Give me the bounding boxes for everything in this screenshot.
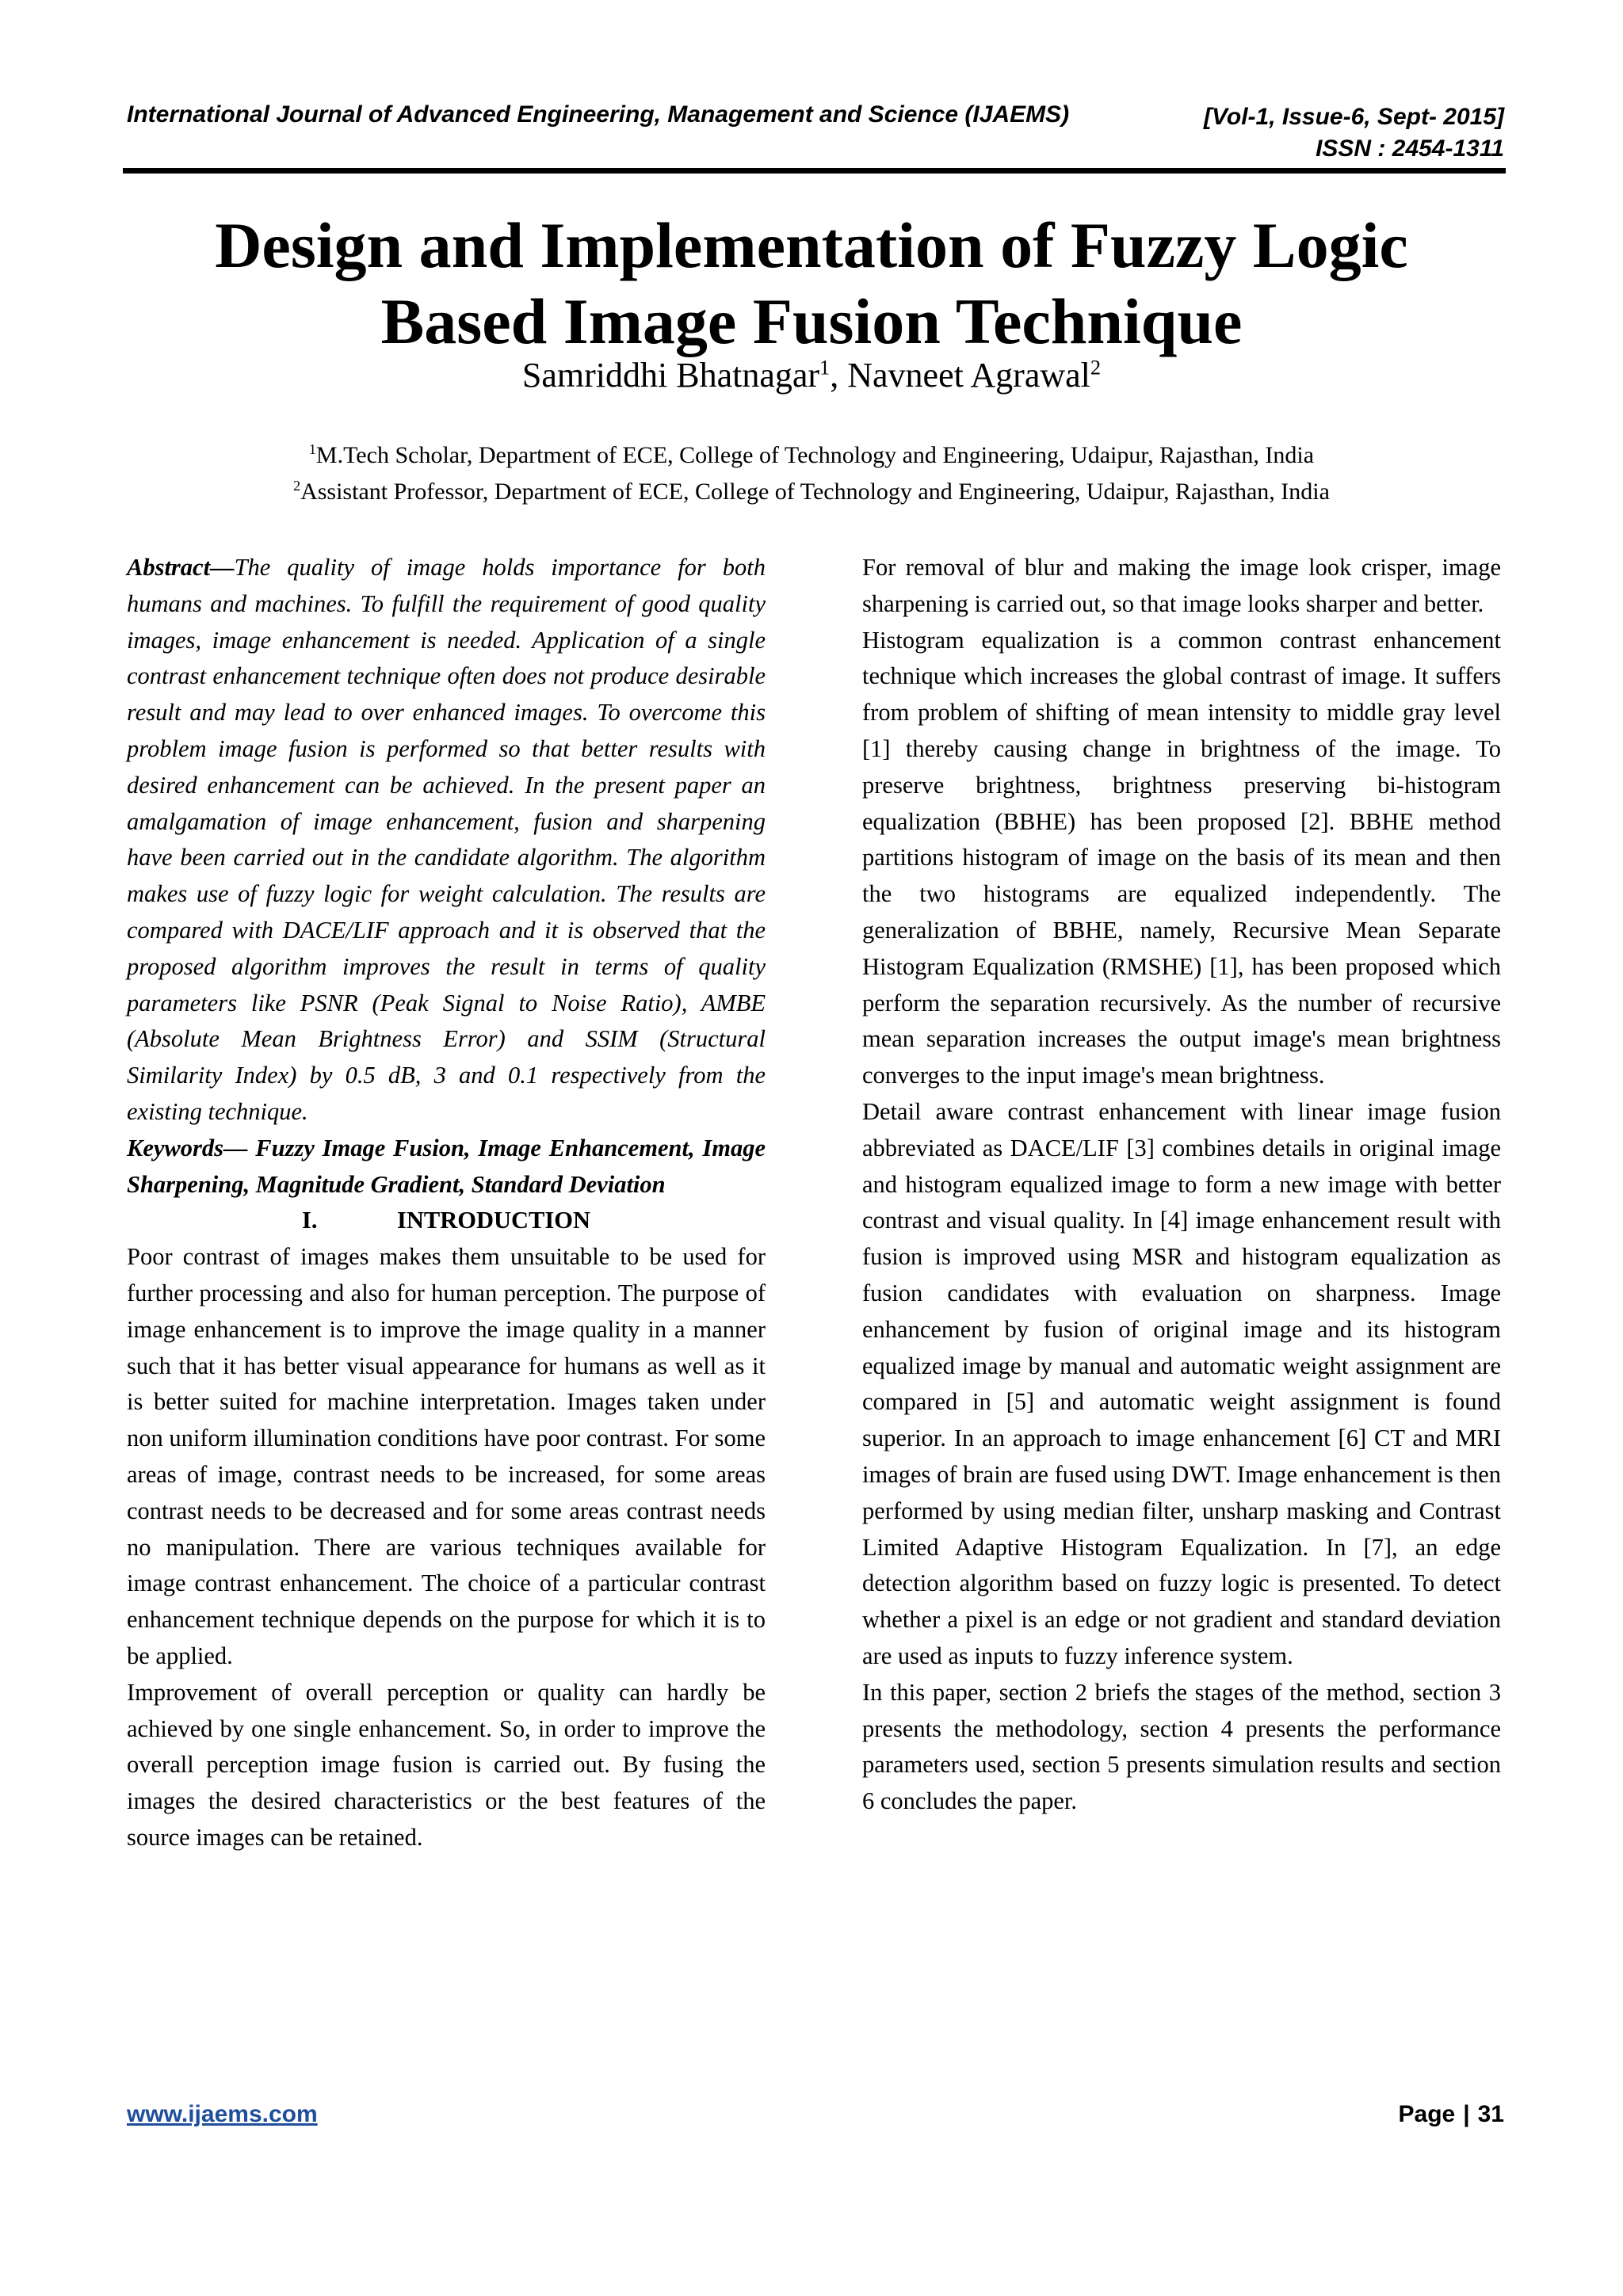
author-2-affil-mark: 2 [1090, 355, 1102, 379]
intro-paragraph-2: Improvement of overall perception or quality can hardly be achieved by one single enhancement. So, in order to improve the overall perception image fusion is carried out. By fusing the images the desired characteristics or the best features of the source images can be retained. [127, 1678, 766, 1851]
abstract [127, 550, 766, 1131]
page-label: Page [1398, 2101, 1456, 2127]
affiliation-1 [0, 437, 1623, 474]
abstract-text: The quality of image holds importance for both humans and machines. To fulfill the requirement of good quality images, image enhancement is needed. Application of a single contrast enhancement technique often does not produce desirable result and may lead to over enhanced images. To overcome this problem image fusion is performed so that better results with desired enhancement can be achieved. In the present paper an amalgamation of image enhancement, fusion and sharpening have been carried out in the candidate algorithm. The algorithm makes use of fuzzy logic for weight calculation. The results are compared with DACE/LIF approach and it is observed that the proposed algorithm improves the result in terms of quality parameters like PSNR (Peak Signal to Noise Ratio), AMBE (Absolute Mean Brightness Error) and SSIM (Structural Similarity Index) by 0.5 dB, 3 and 0.1 respectively from the existing technique. [127, 554, 766, 1125]
affiliation-2-text: Assistant Professor, Department of ECE, College of Technology and Engineering, Udaipur, Rajasthan, India [300, 479, 1330, 505]
intro-paragraph-1: Poor contrast of images makes them unsuitable to be used for further processing and also for human perception. The purpose of image enhancement is to improve the image quality in a manner such that it has better visual appearance for humans as well as it is better suited for machine interpretation. Images taken under non uniform illumination conditions have poor contrast. For some areas of image, contrast needs to be increased, for some areas contrast needs to be decreased and for some areas contrast needs no manipulation. There are various techniques available for image contrast enhancement. The choice of a particular contrast enhancement technique depends on the purpose for which it is to be applied. [127, 1243, 766, 1669]
journal-website-link[interactable]: www.ijaems.com [127, 2101, 318, 2127]
issn: ISSN : 2454-1311 [1316, 135, 1504, 162]
right-paragraph-1: For removal of blur and making the image look crisper, image sharpening is carried out, so that image looks sharper and better. [862, 554, 1501, 617]
left-column [127, 550, 766, 1856]
author-1: Samriddhi Bhatnagar [521, 356, 820, 395]
volume-info: [Vol-1, Issue-6, Sept- 2015] [1203, 104, 1504, 130]
affiliation-2-mark: 2 [293, 478, 301, 494]
affiliation-2 [0, 474, 1623, 510]
author-2: Navneet Agrawal [847, 356, 1090, 395]
affiliation-1-mark: 1 [308, 441, 316, 457]
page-number: 31 [1477, 2101, 1504, 2127]
affiliation-1-text: M.Tech Scholar, Department of ECE, College of Technology and Engineering, Udaipur, Rajasthan, India [315, 442, 1315, 468]
journal-name: International Journal of Advanced Engineering, Management and Science (IJAEMS) [127, 101, 1070, 128]
keywords-label: Keywords— [127, 1134, 248, 1161]
keywords [127, 1131, 766, 1203]
header-rule [123, 168, 1506, 174]
right-column [862, 550, 1501, 1820]
page-separator: | [1463, 2101, 1470, 2127]
keywords-text: Fuzzy Image Fusion, Image Enhancement, Image Sharpening, Magnitude Gradient, Standard Deviation [127, 1134, 766, 1198]
section-heading-introduction [127, 1203, 766, 1239]
right-paragraph-3: Detail aware contrast enhancement with linear image fusion abbreviated as DACE/LIF [3] combines details in original image and histogram equalized image to form a new image with better contrast and visual quality. In [4] image enhancement result with fusion is improved using MSR and histogram equalization as fusion candidates with evaluation on sharpness. Image enhancement by fusion of original image and its histogram equalized image by manual and automatic weight assignment are compared in [5] and automatic weight assignment is found superior. In an approach to image enhancement [6] CT and MRI images of brain are fused using DWT. Image enhancement is then performed by using median filter, unsharp masking and Contrast Limited Adaptive Histogram Equalization. In [7], an edge detection algorithm based on fuzzy logic is presented. To detect whether a pixel is an edge or not gradient and standard deviation are used as inputs to fuzzy inference system. [862, 1097, 1501, 1669]
right-paragraph-2: Histogram equalization is a common contrast enhancement technique which increases the global contrast of image. It suffers from problem of shifting of mean intensity to middle gray level [1] thereby causing change in brightness of the image. To preserve brightness, brightness preserving bi-histogram equalization (BBHE) has been proposed [2]. BBHE method partitions histogram of image on the basis of its mean and then the two histograms are equalized independently. The generalization of BBHE, namely, Recursive Mean Separate Histogram Equalization (RMSHE) [1], has been proposed which perform the separation recursively. As the number of recursive mean separation increases the output image's mean brightness converges to the input image's mean brightness. [862, 626, 1501, 1089]
section-number: I. [301, 1207, 318, 1234]
author-separator: , [830, 356, 848, 395]
right-paragraph-4: In this paper, section 2 briefs the stages of the method, section 3 presents the methodology, section 4 presents the performance parameters used, section 5 presents simulation results and section 6 concludes the paper. [862, 1678, 1501, 1815]
abstract-label: Abstract— [127, 554, 235, 581]
author-list [0, 353, 1623, 398]
paper-title [0, 208, 1623, 360]
title-line-1: Design and Implementation of Fuzzy Logic [215, 209, 1408, 281]
affiliations [0, 437, 1623, 510]
journal-issue-info [1204, 101, 1504, 165]
section-title: INTRODUCTION [396, 1207, 591, 1234]
page-number-block [1399, 2101, 1505, 2128]
author-1-affil-mark: 1 [819, 355, 831, 379]
title-line-2: Based Image Fusion Technique [380, 285, 1243, 357]
